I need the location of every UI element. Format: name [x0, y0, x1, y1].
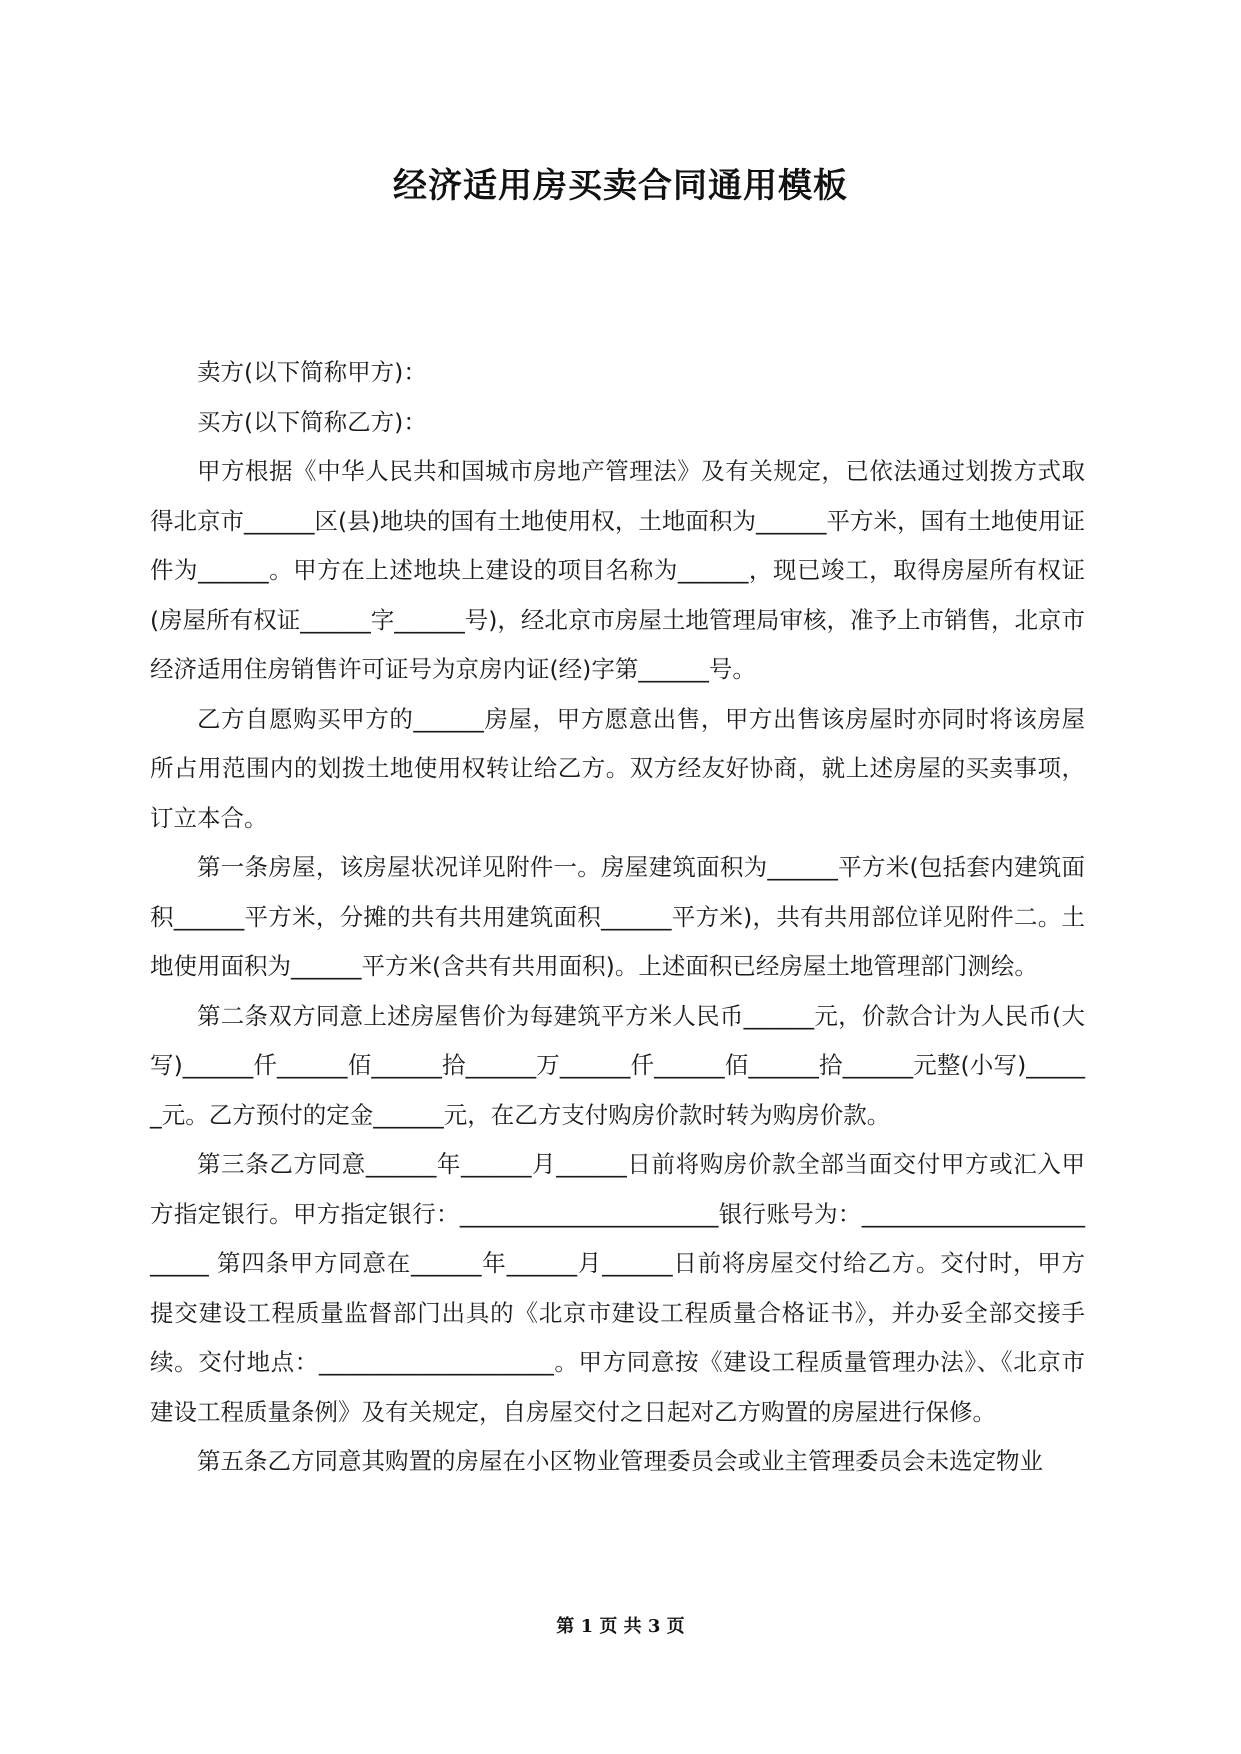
paragraph-seller: 卖方(以下简称甲方)： [197, 358, 427, 386]
paragraph-article-1: 第一条房屋，该房屋状况详见附件一。房屋建筑面积为______平方米(包括套内建筑面积______平方米，分摊的共有共用建筑面积______平方米)，共有共用部位详见附件二。土地使用面积为______平方米(含共有共用面积)。上述面积已经房屋土地管理部门测绘。 [150, 853, 1085, 980]
paragraph-preamble: 甲方根据《中华人民共和国城市房地产管理法》及有关规定，已依法通过划拨方式取得北京市______区(县)地块的国有土地使用权，土地面积为______平方米，国有土地使用证件为______。甲方在上述地块上建设的项目名称为______，现已竣工，取得房屋所有权证(房屋所有权证______字______号)，经北京市房屋土地管理局审核，准予上市销售，北京市经济适用住房销售许可证号为京房内证(经)字第______号。 [150, 457, 1085, 683]
paragraph-article-2: 第二条双方同意上述房屋售价为每建筑平方米人民币______元，价款合计为人民币(大写)______仟______佰______拾______万______仟______佰______拾______元整(小写)______元。乙方预付的定金______元，在乙方支付购房价款时转为购房价款。 [150, 1001, 1085, 1129]
document-title: 经济适用房买卖合同通用模板 [393, 166, 848, 206]
paragraph-article-3-4: 第三条乙方同意______年______月______日前将购房价款全部当面交付甲方或汇入甲方指定银行。甲方指定银行：______________________银行账号为：________________________ 第四条甲方同意在______年______月______日前将房屋交付给乙方。交付时，甲方提交建设工程质量监督部门出具的《北京市建设工程质量合格证书》，并办妥全部交接手续。交付地点：____________________。甲方同意按《建设工程质量管理办法》、《北京市建设工程质量条例》及有关规定，自房屋交付之日起对乙方购置的房屋进行保修。 [150, 1150, 1085, 1426]
paragraph-article-5: 第五条乙方同意其购置的房屋在小区物业管理委员会或业主管理委员会未选定物业 [197, 1447, 1043, 1475]
paragraph-buyer: 买方(以下简称乙方)： [197, 407, 427, 436]
document-body [150, 348, 1085, 1487]
paragraph-intent: 乙方自愿购买甲方的______房屋，甲方愿意出售，甲方出售该房屋时亦同时将该房屋所占用范围内的划拨土地使用权转让给乙方。双方经友好协商，就上述房屋的买卖事项，订立本合。 [150, 704, 1085, 832]
page-number-footer: 第 1 页 共 3 页 [556, 1616, 685, 1637]
